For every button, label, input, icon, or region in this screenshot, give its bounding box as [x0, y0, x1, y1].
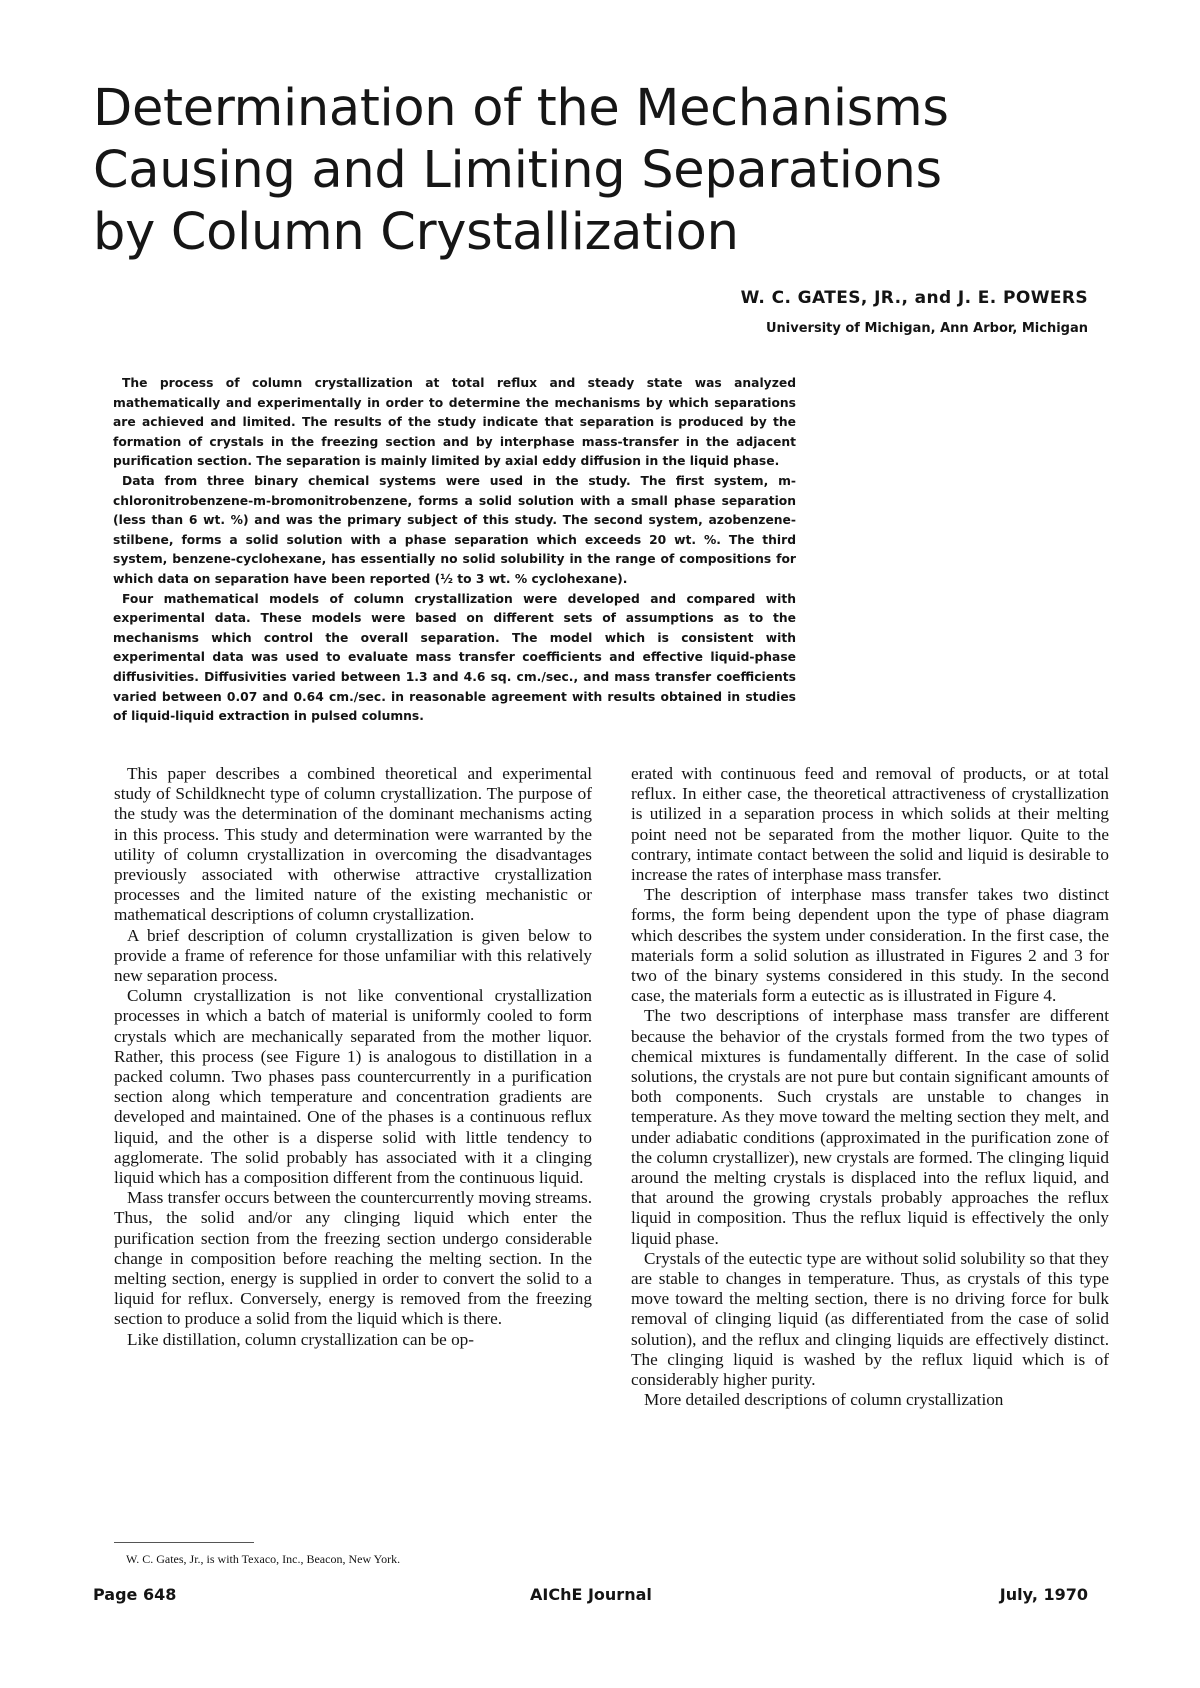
body-paragraph: Like distillation, column crystallization can be op-: [127, 1329, 474, 1349]
article-title: [93, 78, 993, 264]
body-paragraph: erated with continuous feed and removal of products, or at total reflux. In either case, the theoretical attractiveness of crystallization is utilized in a separation process in which solids at their melting point need not be separated from the mother liquor. Quite to the contrary, intimate contact between the solid and liquid is desirable to increase the rates of interphase mass transfer.: [631, 764, 1109, 885]
title-line-1: Determination of the Mechanisms: [93, 79, 949, 138]
title-line-2: Causing and Limiting Separations: [93, 141, 942, 200]
abstract-paragraph: Data from three binary chemical systems were used in the study. The first system, m-chloronitrobenzene-m-bromonitrobenzene, forms a solid solution with a small phase separation (less than 6 wt. %) and was the primary subject of this study. The second system, azobenzene-stilbene, forms a solid solution with a phase separation which exceeds 20 wt. %. The third system, benzene-cyclohexane, has essentially no solid solubility in the range of compositions for which data on separation have been reported (½ to 3 wt. % cyclohexane).: [113, 473, 796, 586]
body-paragraph: The two descriptions of interphase mass transfer are different because the behavior of the crystals formed from the two types of chemical mixtures is fundamentally different. In the case of solid solutions, the crystals are not pure but contain significant amounts of both components. Such crystals are unstable to changes in temperature. As they move toward the melting section they melt, and under adiabatic conditions (approximated in the purification zone of the column crystallizer), new crystals are formed. The clinging liquid around the melting crystals is displaced into the reflux liquid, and that around the growing crystals probably approaches the reflux liquid in composition. Thus the reflux liquid is effectively the only liquid phase.: [631, 1006, 1109, 1248]
body-paragraph: Column crystallization is not like conventional crystallization processes in which a batch of material is uniformly cooled to form crystals which are mechanically separated from the mother liquor. Rather, this process (see Figure 1) is analogous to distillation in a packed column. Two phases pass countercurrently in a purification section along which temperature and concentration gradients are developed and maintained. One of the phases is a continuous reflux liquid, and the other is a disperse solid with little tendency to agglomerate. The solid probably has associated with it a clinging liquid which has a composition different from the continuous liquid.: [114, 986, 592, 1188]
body-paragraph: The description of interphase mass transfer takes two distinct forms, the form being dependent upon the type of phase diagram which describes the system under consideration. In the first case, the materials form a solid solution as illustrated in Figures 2 and 3 for two of the binary systems considered in this study. In the second case, the materials form a eutectic as is illustrated in Figure 4.: [631, 885, 1109, 1006]
body-paragraph: This paper describes a combined theoretical and experimental study of Schildknecht type of column crystallization. The purpose of the study was the determination of the dominant mechanisms acting in this process. This study and determination were warranted by the utility of column crystallization in overcoming the disadvantages previously associated with otherwise attractive crystallization processes and the limited nature of the existing mechanistic or mathematical descriptions of column crystallization.: [114, 764, 592, 925]
abstract-paragraph: Four mathematical models of column crystallization were developed and compared with experimental data. These models were based on different sets of assumptions as to the mechanisms which control the overall separation. The model which is consistent with experimental data was used to evaluate mass transfer coefficients and effective liquid-phase diffusivities. Diffusivities varied between 1.3 and 4.6 sq. cm./sec., and mass transfer coefficients varied between 0.07 and 0.64 cm./sec. in reasonable agreement with results obtained in studies of liquid-liquid extraction in pulsed columns.: [113, 591, 796, 724]
body-paragraph: Mass transfer occurs between the countercurrently moving streams. Thus, the solid and/or any clinging liquid which enter the purification section from the freezing section undergo considerable change in composition before reaching the melting section. In the melting section, energy is supplied in order to convert the solid to a liquid for reflux. Conversely, energy is removed from the freezing section to produce a solid from the liquid which is there.: [114, 1188, 592, 1329]
author-affiliation: University of Michigan, Ann Arbor, Michigan: [765, 321, 1088, 336]
footnote: W. C. Gates, Jr., is with Texaco, Inc., Beacon, New York.: [126, 1552, 401, 1566]
abstract: [113, 374, 796, 727]
abstract-paragraph: The process of column crystallization at total reflux and steady state was analyzed mathematically and experimentally in order to determine the mechanisms by which separations are achieved and limited. The results of the study indicate that separation is produced by the formation of crystals in the freezing section and by interphase mass-transfer in the adjacent purification section. The separation is mainly limited by axial eddy diffusion in the liquid phase.: [113, 376, 796, 469]
body-paragraph: A brief description of column crystallization is given below to provide a frame of reference for those unfamiliar with this relatively new separation process.: [114, 925, 592, 986]
author-names: W. C. GATES, JR., and J. E. POWERS: [740, 288, 1088, 308]
issue-date: July, 1970: [999, 1585, 1088, 1604]
body-paragraph: Crystals of the eutectic type are without solid solubility so that they are stable to changes in temperature. Thus, as crystals of this type move toward the melting section, there is no driving force for bulk removal of clinging liquid (as differentiated from the case of solid solution), and the reflux and clinging liquids are effectively distinct. The clinging liquid is washed by the reflux liquid which is of considerably higher purity.: [631, 1248, 1109, 1390]
author-block: [741, 288, 1088, 336]
body-column-right: [631, 764, 1109, 1411]
title-line-3: by Column Crystallization: [93, 203, 739, 262]
body-paragraph: More detailed descriptions of column crystallization: [644, 1390, 1004, 1410]
journal-name: AIChE Journal: [530, 1585, 652, 1604]
page-number: Page 648: [93, 1585, 177, 1604]
footnote-divider: [114, 1542, 254, 1543]
body-column-left: [114, 764, 592, 1350]
